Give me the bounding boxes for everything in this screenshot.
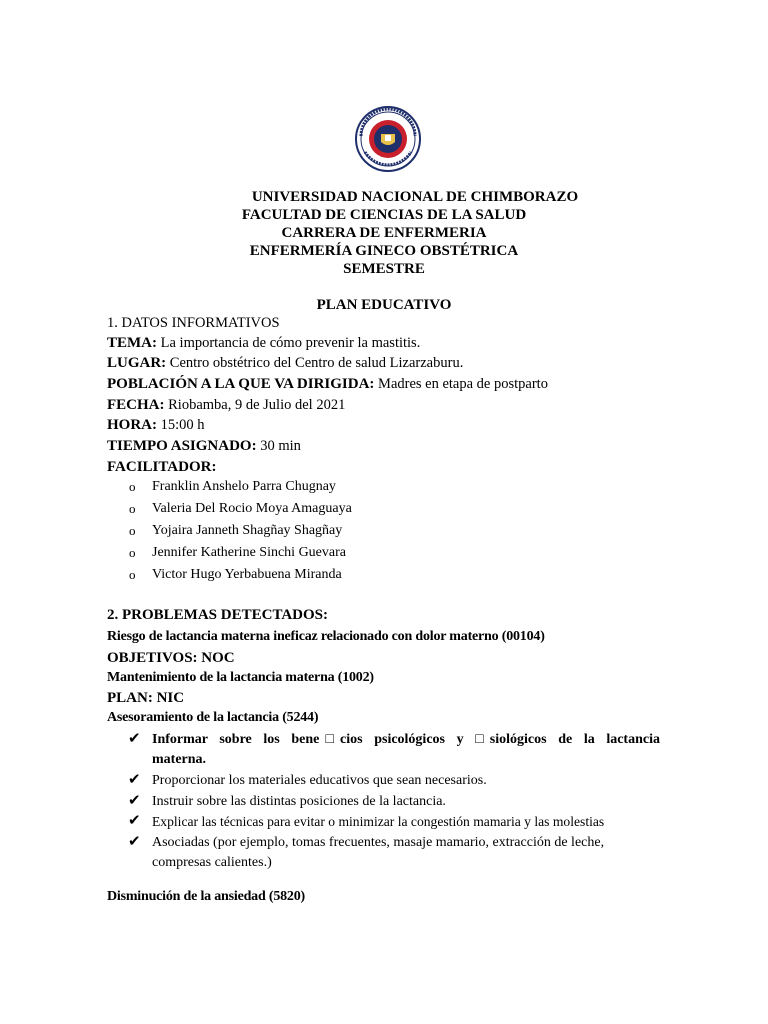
poblacion-label: POBLACIÓN A LA QUE VA DIRIGIDA: [107,376,375,392]
checkmark-icon: ✔ [128,793,141,809]
list-item: Yojaira Janneth Shagñay Shagñay [152,523,343,538]
section1-heading: 1. DATOS INFORMATIVOS [107,315,280,331]
plan-nic-line: PLAN: NIC [107,690,185,706]
fecha-value: Riobamba, 9 de Julio del 2021 [164,397,346,413]
riesgo-line: Riesgo de lactancia materna ineficaz relacionado con dolor materno (00104) [107,629,545,644]
hora-line [107,416,205,434]
tema-line [107,334,420,352]
lugar-label: LUGAR: [107,355,167,371]
checkmark-icon: ✔ [128,772,141,788]
checkmark-icon: ✔ [128,834,141,850]
career-name: CARRERA DE ENFERMERIA [281,225,487,241]
objetivos-line: OBJETIVOS: NOC [107,650,235,666]
course-name: ENFERMERÍA GINECO OBSTÉTRICA [249,243,519,259]
tiempo-line [107,437,301,455]
course-wrap [200,242,568,260]
semester-wrap [200,260,568,278]
career-wrap [200,224,568,242]
list-bullet: o [129,479,136,494]
asesoramiento-line: Asesoramiento de la lactancia (5244) [107,710,319,725]
check-item: Asociadas (por ejemplo, tomas frecuentes, masaje mamario, extracción de leche, [152,835,605,850]
list-bullet: o [129,501,136,516]
faculty-wrap [200,206,568,224]
mantenimiento-line: Mantenimiento de la lactancia materna (1002) [107,670,374,685]
check-item: Explicar las técnicas para evitar o minimizar la congestión mamaria y las molestias [152,814,605,829]
fecha-line [107,396,345,414]
hora-label: HORA: [107,417,157,433]
list-bullet: o [129,567,136,582]
plan-title: PLAN EDUCATIVO [316,297,452,313]
list-item: Franklin Anshelo Parra Chugnay [152,479,336,494]
lugar-value: Centro obstétrico del Centro de salud Lizarzaburu. [166,355,464,371]
check-item-bold: Informar sobre los bene□cios psicológicos y □siológicos de la lactancia [152,732,660,747]
list-item: Valeria Del Rocio Moya Amaguaya [152,501,352,516]
plan-title-wrap [200,296,568,314]
list-item: Jennifer Katherine Sinchi Guevara [152,545,346,560]
tiempo-label: TIEMPO ASIGNADO: [107,438,257,454]
tema-label: TEMA: [107,335,157,351]
faculty-name: FACULTAD DE CIENCIAS DE LA SALUD [241,207,527,223]
checkmark-icon: ✔ [128,813,141,829]
list-bullet: o [129,545,136,560]
university-name: UNIVERSIDAD NACIONAL DE CHIMBORAZO [251,189,579,205]
header-block [230,188,600,206]
facilitador-line [107,458,216,476]
poblacion-value: Madres en etapa de postparto [374,376,548,392]
semester-label: SEMESTRE [343,261,425,277]
tema-value: La importancia de cómo prevenir la mastitis. [157,335,421,351]
poblacion-line [107,375,548,393]
check-item: Instruir sobre las distintas posiciones de la lactancia. [152,794,446,809]
fecha-label: FECHA: [107,397,165,413]
check-item-cont: compresas calientes.) [152,855,272,870]
facilitador-label: FACILITADOR: [107,459,217,475]
tiempo-value: 30 min [256,438,301,454]
university-seal-logo [355,106,421,172]
list-bullet: o [129,523,136,538]
hora-value: 15:00 h [157,417,205,433]
check-item: Proporcionar los materiales educativos que sean necesarios. [152,773,487,788]
section2-heading: 2. PROBLEMAS DETECTADOS: [107,607,329,623]
check-item-bold-cont: materna. [152,752,207,767]
checkmark-icon: ✔ [128,731,141,747]
lugar-line [107,354,463,372]
disminucion-line: Disminución de la ansiedad (5820) [107,889,305,904]
list-item: Victor Hugo Yerbabuena Miranda [152,567,342,582]
